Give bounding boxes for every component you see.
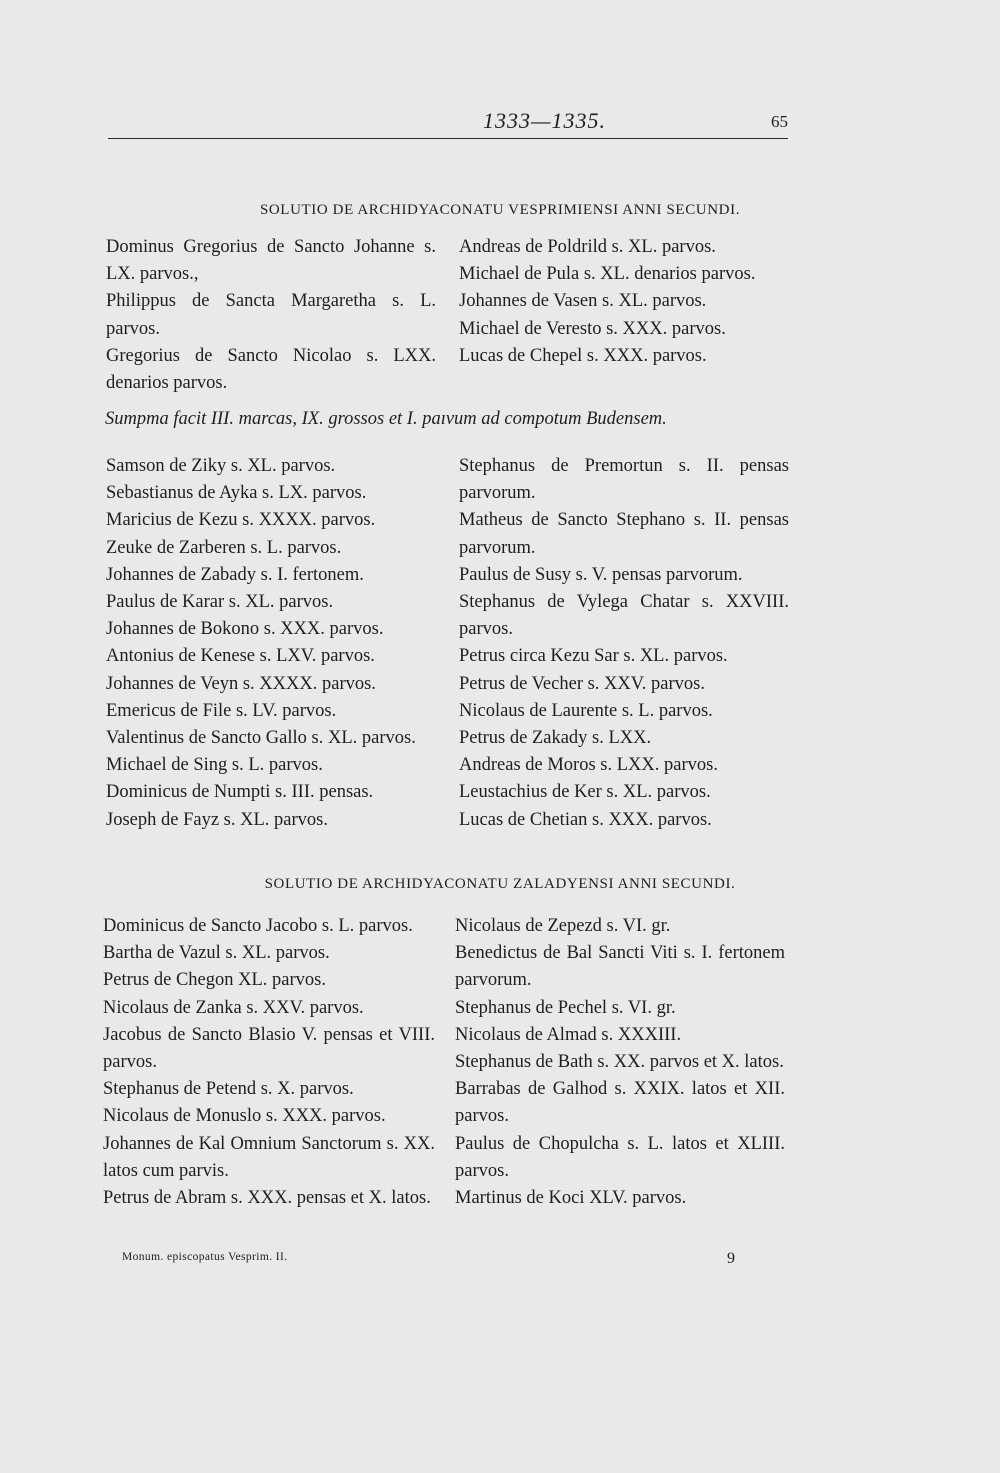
list-item: Paulus de Chopulcha s. L. latos et XLIII. parvos.: [455, 1133, 785, 1181]
list-item: Sebastianus de Ayka s. LX. parvos.: [106, 483, 367, 504]
list-item: Johannes de Bokono s. XXX. parvos.: [106, 619, 384, 640]
summa-line: Sumpma facit III. marcas, IX. grossos et I. paıvum ad compotum Budensem.: [105, 409, 667, 429]
section-heading-zaladyensi: SOLUTIO DE ARCHIDYACONATU ZALADYENSI ANNI SECUNDI.: [264, 876, 736, 892]
list-item: Bartha de Vazul s. XL. parvos.: [103, 943, 330, 964]
list-item: Dominicus de Sancto Jacobo s. L. parvos.: [103, 916, 413, 936]
list-item: Paulus de Karar s. XL. parvos.: [106, 592, 334, 613]
list-item: Emericus de File s. LV. parvos.: [106, 700, 337, 721]
list-item: Matheus de Sancto Stephano s. II. pensas parvorum.: [459, 510, 789, 558]
list-item: Michael de Pula s. XL. denarios parvos.: [459, 264, 756, 285]
list-item: Stephanus de Bath s. XX. parvos et X. latos.: [455, 1052, 784, 1073]
list-item: Zeuke de Zarberen s. L. parvos.: [106, 537, 342, 558]
section2-left-column: [106, 453, 436, 834]
page-year-range: 1333—1335.: [483, 108, 607, 133]
page-number: 65: [771, 112, 788, 131]
list-item: Andreas de Poldrild s. XL. parvos.: [459, 237, 716, 257]
list-item: Benedictus de Bal Sancti Viti s. I. fertonem parvorum.: [455, 943, 785, 991]
list-item: Nicolaus de Laurente s. L. parvos.: [459, 700, 713, 721]
section1-left-column: [106, 234, 436, 397]
list-item: Johannes de Kal Omnium Sanctorum s. XX. latos cum parvis.: [103, 1133, 435, 1181]
section2-right-column: [459, 453, 789, 834]
list-item: Petrus circa Kezu Sar s. XL. parvos.: [459, 646, 728, 667]
list-item: Paulus de Susy s. V. pensas parvorum.: [459, 564, 743, 585]
list-item: Michael de Sing s. L. parvos.: [106, 755, 323, 776]
list-item: Nicolaus de Zepezd s. VI. gr.: [455, 916, 671, 936]
list-item: Stephanus de Premortun s. II. pensas parvorum.: [459, 456, 789, 504]
list-item: Joseph de Fayz s. XL. parvos.: [106, 809, 328, 830]
list-item: Barrabas de Galhod s. XXIX. latos et XII. parvos.: [455, 1079, 785, 1127]
list-item: Petrus de Vecher s. XXV. parvos.: [459, 673, 705, 694]
list-item: Michael de Veresto s. XXX. parvos.: [459, 318, 726, 339]
section-heading-vesprimiensi: SOLUTIO DE ARCHIDYACONATU VESPRIMIENSI ANNI SECUNDI.: [259, 202, 741, 218]
list-item: Valentinus de Sancto Gallo s. XL. parvos.: [106, 728, 416, 749]
list-item: Lucas de Chetian s. XXX. parvos.: [459, 809, 712, 830]
section3-right-column: [455, 913, 785, 1212]
list-item: Martinus de Koci XLV. parvos.: [455, 1188, 687, 1209]
list-item: Stephanus de Pechel s. VI. gr.: [455, 997, 676, 1018]
list-item: Dominus Gregorius de Sancto Johanne s. LX. parvos.,: [106, 237, 436, 285]
list-item: Samson de Ziky s. XL. parvos.: [106, 456, 336, 476]
list-item: Antonius de Kenese s. LXV. parvos.: [106, 646, 375, 667]
section1-right-column: [459, 234, 789, 370]
printer-signature: 9: [727, 1250, 735, 1267]
list-item: Petrus de Zakady s. LXX.: [459, 728, 652, 749]
list-item: Nicolaus de Zanka s. XXV. parvos.: [103, 997, 364, 1018]
list-item: Johannes de Zabady s. I. fertonem.: [106, 564, 364, 585]
list-item: Gregorius de Sancto Nicolao s. LXX. denarios parvos.: [106, 345, 436, 394]
list-item: Stephanus de Petend s. X. parvos.: [103, 1079, 354, 1100]
list-item: Petrus de Chegon XL. parvos.: [103, 970, 326, 991]
list-item: Johannes de Vasen s. XL. parvos.: [459, 291, 707, 312]
list-item: Dominicus de Numpti s. III. pensas.: [106, 782, 374, 803]
list-item: Maricius de Kezu s. XXXX. parvos.: [106, 510, 376, 531]
list-item: Petrus de Abram s. XXX. pensas et X. latos.: [103, 1188, 431, 1209]
list-item: Leustachius de Ker s. XL. parvos.: [459, 782, 711, 803]
list-item: Andreas de Moros s. LXX. parvos.: [459, 755, 718, 776]
list-item: Nicolaus de Almad s. XXXIII.: [455, 1024, 682, 1045]
list-item: Nicolaus de Monuslo s. XXX. parvos.: [103, 1106, 386, 1127]
list-item: Lucas de Chepel s. XXX. parvos.: [459, 345, 707, 366]
section3-left-column: [103, 913, 435, 1212]
running-head: [108, 108, 788, 139]
footer-source-line: Monum. episcopatus Vesprim. II.: [122, 1251, 288, 1263]
list-item: Johannes de Veyn s. XXXX. parvos.: [106, 673, 376, 694]
list-item: Stephanus de Vylega Chatar s. XXVIII. parvos.: [459, 592, 789, 640]
list-item: Jacobus de Sancto Blasio V. pensas et VIII. parvos.: [103, 1024, 435, 1073]
list-item: Philippus de Sancta Margaretha s. L. parvos.: [106, 291, 436, 339]
